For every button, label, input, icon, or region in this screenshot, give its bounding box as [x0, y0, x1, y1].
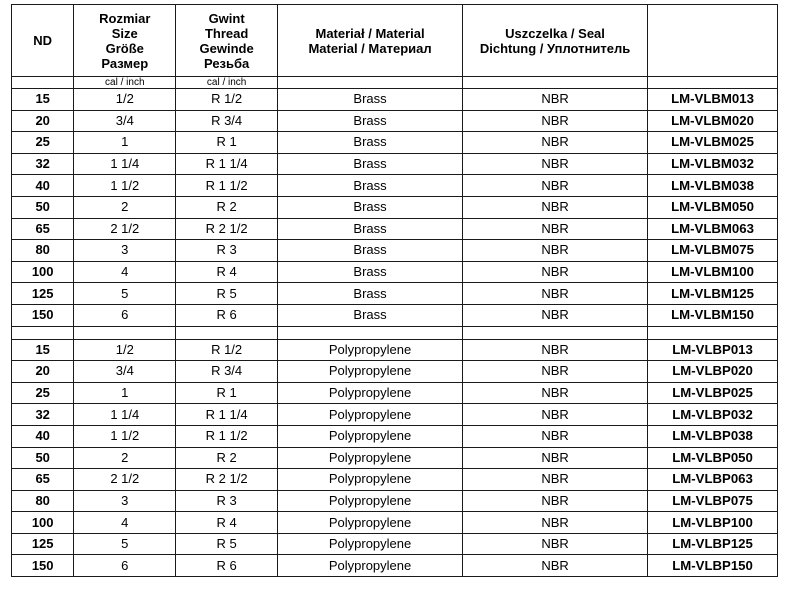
- polypropylene-table-row: [12, 361, 778, 383]
- nd-cell: 25: [12, 132, 74, 154]
- thread-cell: R 1: [176, 382, 278, 404]
- size-cell: 4: [74, 512, 176, 534]
- material-cell: Brass: [278, 283, 463, 305]
- polypropylene-table-row: [12, 404, 778, 426]
- material-cell: Brass: [278, 261, 463, 283]
- material-cell: Brass: [278, 196, 463, 218]
- nd-cell: 40: [12, 175, 74, 197]
- thread-cell: R 2 1/2: [176, 218, 278, 240]
- material-cell: Polypropylene: [278, 490, 463, 512]
- polypropylene-table-row: [12, 425, 778, 447]
- size-cell: 2 1/2: [74, 469, 176, 491]
- size-cell: 4: [74, 261, 176, 283]
- nd-cell: 40: [12, 425, 74, 447]
- size-cell: 3: [74, 490, 176, 512]
- brass-table-row: [12, 240, 778, 262]
- brass-table-row: [12, 196, 778, 218]
- size-cell: 1/2: [74, 339, 176, 361]
- seal-cell: NBR: [463, 218, 648, 240]
- polypropylene-table-row: [12, 339, 778, 361]
- header-size-en: Size: [111, 25, 138, 41]
- thread-cell: R 1 1/2: [176, 425, 278, 447]
- brass-table-row: [12, 283, 778, 305]
- polypropylene-table-row: [12, 447, 778, 469]
- material-cell: Polypropylene: [278, 533, 463, 555]
- header-thread-de: Gewinde: [199, 40, 254, 56]
- thread-cell: R 2 1/2: [176, 469, 278, 491]
- header-material: [278, 5, 463, 77]
- material-cell: Brass: [278, 89, 463, 111]
- nd-cell: 15: [12, 89, 74, 111]
- material-cell: Brass: [278, 110, 463, 132]
- thread-cell: R 2: [176, 447, 278, 469]
- material-cell: Polypropylene: [278, 512, 463, 534]
- nd-cell: 100: [12, 261, 74, 283]
- polypropylene-table-row: [12, 512, 778, 534]
- product-code-cell: LM-VLBP020: [648, 361, 778, 383]
- seal-cell: NBR: [463, 283, 648, 305]
- product-code-cell: LM-VLBM063: [648, 218, 778, 240]
- material-cell: Polypropylene: [278, 447, 463, 469]
- units-code: [648, 77, 778, 89]
- units-size: cal / inch: [74, 77, 176, 89]
- brass-table-row: [12, 304, 778, 326]
- size-cell: 1/2: [74, 89, 176, 111]
- product-spec-table: [11, 4, 778, 577]
- thread-cell: R 5: [176, 283, 278, 305]
- thread-cell: R 1/2: [176, 339, 278, 361]
- header-nd: ND: [12, 5, 74, 77]
- separator-cell: [176, 326, 278, 339]
- seal-cell: NBR: [463, 175, 648, 197]
- seal-cell: NBR: [463, 361, 648, 383]
- seal-cell: NBR: [463, 555, 648, 577]
- product-code-cell: LM-VLBP032: [648, 404, 778, 426]
- units-nd: [12, 77, 74, 89]
- thread-cell: R 3: [176, 490, 278, 512]
- product-code-cell: LM-VLBM025: [648, 132, 778, 154]
- thread-cell: R 6: [176, 555, 278, 577]
- header-row: [12, 5, 778, 77]
- nd-cell: 65: [12, 218, 74, 240]
- polypropylene-table-row: [12, 555, 778, 577]
- header-material-line2: Material / Материал: [308, 40, 432, 56]
- header-size-ru: Размер: [101, 55, 149, 71]
- product-code-cell: LM-VLBM100: [648, 261, 778, 283]
- brass-table-row: [12, 153, 778, 175]
- brass-table-row: [12, 261, 778, 283]
- size-cell: 1 1/2: [74, 175, 176, 197]
- product-code-cell: LM-VLBP100: [648, 512, 778, 534]
- thread-cell: R 6: [176, 304, 278, 326]
- group-separator-row: [12, 326, 778, 339]
- thread-cell: R 4: [176, 261, 278, 283]
- thread-cell: R 1 1/4: [176, 404, 278, 426]
- brass-table-row: [12, 89, 778, 111]
- size-cell: 2: [74, 447, 176, 469]
- header-seal-line2: Dichtung / Уплотнитель: [479, 40, 631, 56]
- seal-cell: NBR: [463, 490, 648, 512]
- material-cell: Polypropylene: [278, 382, 463, 404]
- material-cell: Brass: [278, 132, 463, 154]
- brass-table-row: [12, 132, 778, 154]
- seal-cell: NBR: [463, 512, 648, 534]
- polypropylene-table-row: [12, 490, 778, 512]
- nd-cell: 50: [12, 196, 74, 218]
- product-code-cell: LM-VLBP050: [648, 447, 778, 469]
- seal-cell: NBR: [463, 339, 648, 361]
- header-thread: [176, 5, 278, 77]
- separator-cell: [648, 326, 778, 339]
- size-cell: 6: [74, 304, 176, 326]
- header-size-de: Größe: [105, 40, 144, 56]
- nd-cell: 150: [12, 555, 74, 577]
- seal-cell: NBR: [463, 196, 648, 218]
- thread-cell: R 3/4: [176, 110, 278, 132]
- thread-cell: R 1/2: [176, 89, 278, 111]
- size-cell: 1 1/4: [74, 404, 176, 426]
- nd-cell: 80: [12, 240, 74, 262]
- material-cell: Polypropylene: [278, 469, 463, 491]
- thread-cell: R 1: [176, 132, 278, 154]
- size-cell: 3: [74, 240, 176, 262]
- size-cell: 1: [74, 382, 176, 404]
- nd-cell: 125: [12, 533, 74, 555]
- product-code-cell: LM-VLBM020: [648, 110, 778, 132]
- nd-cell: 32: [12, 404, 74, 426]
- product-code-cell: LM-VLBM125: [648, 283, 778, 305]
- units-thread: cal / inch: [176, 77, 278, 89]
- brass-table-row: [12, 218, 778, 240]
- thread-cell: R 3/4: [176, 361, 278, 383]
- product-code-cell: LM-VLBP038: [648, 425, 778, 447]
- header-thread-en: Thread: [204, 25, 249, 41]
- material-cell: Polypropylene: [278, 555, 463, 577]
- brass-table-row: [12, 110, 778, 132]
- separator-cell: [74, 326, 176, 339]
- header-thread-ru: Резьба: [203, 55, 250, 71]
- product-code-cell: LM-VLBP125: [648, 533, 778, 555]
- product-code-cell: LM-VLBM013: [648, 89, 778, 111]
- units-row: [12, 77, 778, 89]
- header-size: [74, 5, 176, 77]
- material-cell: Brass: [278, 218, 463, 240]
- separator-cell: [278, 326, 463, 339]
- seal-cell: NBR: [463, 89, 648, 111]
- seal-cell: NBR: [463, 447, 648, 469]
- thread-cell: R 2: [176, 196, 278, 218]
- seal-cell: NBR: [463, 110, 648, 132]
- size-cell: 2: [74, 196, 176, 218]
- size-cell: 3/4: [74, 110, 176, 132]
- separator-cell: [463, 326, 648, 339]
- product-code-cell: LM-VLBP013: [648, 339, 778, 361]
- nd-cell: 65: [12, 469, 74, 491]
- thread-cell: R 1 1/2: [176, 175, 278, 197]
- product-code-cell: LM-VLBP150: [648, 555, 778, 577]
- product-code-cell: LM-VLBP075: [648, 490, 778, 512]
- seal-cell: NBR: [463, 153, 648, 175]
- size-cell: 2 1/2: [74, 218, 176, 240]
- units-seal: [463, 77, 648, 89]
- seal-cell: NBR: [463, 261, 648, 283]
- thread-cell: R 1 1/4: [176, 153, 278, 175]
- material-cell: Brass: [278, 175, 463, 197]
- size-cell: 6: [74, 555, 176, 577]
- polypropylene-table-row: [12, 382, 778, 404]
- product-code-cell: LM-VLBM050: [648, 196, 778, 218]
- product-code-cell: LM-VLBM150: [648, 304, 778, 326]
- header-seal-line1: Uszczelka / Seal: [505, 25, 605, 41]
- seal-cell: NBR: [463, 240, 648, 262]
- nd-cell: 15: [12, 339, 74, 361]
- product-code-cell: LM-VLBM075: [648, 240, 778, 262]
- product-code-cell: LM-VLBP025: [648, 382, 778, 404]
- header-code: [648, 5, 778, 77]
- header-material-line1: Materiał / Material: [315, 25, 425, 41]
- brass-table-row: [12, 175, 778, 197]
- thread-cell: R 4: [176, 512, 278, 534]
- seal-cell: NBR: [463, 425, 648, 447]
- size-cell: 1 1/4: [74, 153, 176, 175]
- nd-cell: 50: [12, 447, 74, 469]
- nd-cell: 32: [12, 153, 74, 175]
- polypropylene-table-row: [12, 533, 778, 555]
- header-seal: [463, 5, 648, 77]
- nd-cell: 25: [12, 382, 74, 404]
- material-cell: Polypropylene: [278, 425, 463, 447]
- separator-cell: [12, 326, 74, 339]
- nd-cell: 20: [12, 110, 74, 132]
- polypropylene-table-row: [12, 469, 778, 491]
- size-cell: 5: [74, 533, 176, 555]
- nd-cell: 100: [12, 512, 74, 534]
- nd-cell: 20: [12, 361, 74, 383]
- nd-cell: 125: [12, 283, 74, 305]
- material-cell: Brass: [278, 304, 463, 326]
- seal-cell: NBR: [463, 404, 648, 426]
- material-cell: Polypropylene: [278, 404, 463, 426]
- product-code-cell: LM-VLBP063: [648, 469, 778, 491]
- product-code-cell: LM-VLBM038: [648, 175, 778, 197]
- seal-cell: NBR: [463, 304, 648, 326]
- seal-cell: NBR: [463, 533, 648, 555]
- table-body: [12, 89, 778, 577]
- thread-cell: R 5: [176, 533, 278, 555]
- nd-cell: 80: [12, 490, 74, 512]
- product-code-cell: LM-VLBM032: [648, 153, 778, 175]
- material-cell: Polypropylene: [278, 339, 463, 361]
- seal-cell: NBR: [463, 382, 648, 404]
- size-cell: 1 1/2: [74, 425, 176, 447]
- header-thread-pl: Gwint: [208, 10, 245, 26]
- material-cell: Brass: [278, 240, 463, 262]
- units-material: [278, 77, 463, 89]
- size-cell: 3/4: [74, 361, 176, 383]
- material-cell: Polypropylene: [278, 361, 463, 383]
- header-size-pl: Rozmiar: [99, 10, 151, 26]
- nd-cell: 150: [12, 304, 74, 326]
- seal-cell: NBR: [463, 469, 648, 491]
- size-cell: 1: [74, 132, 176, 154]
- thread-cell: R 3: [176, 240, 278, 262]
- seal-cell: NBR: [463, 132, 648, 154]
- size-cell: 5: [74, 283, 176, 305]
- material-cell: Brass: [278, 153, 463, 175]
